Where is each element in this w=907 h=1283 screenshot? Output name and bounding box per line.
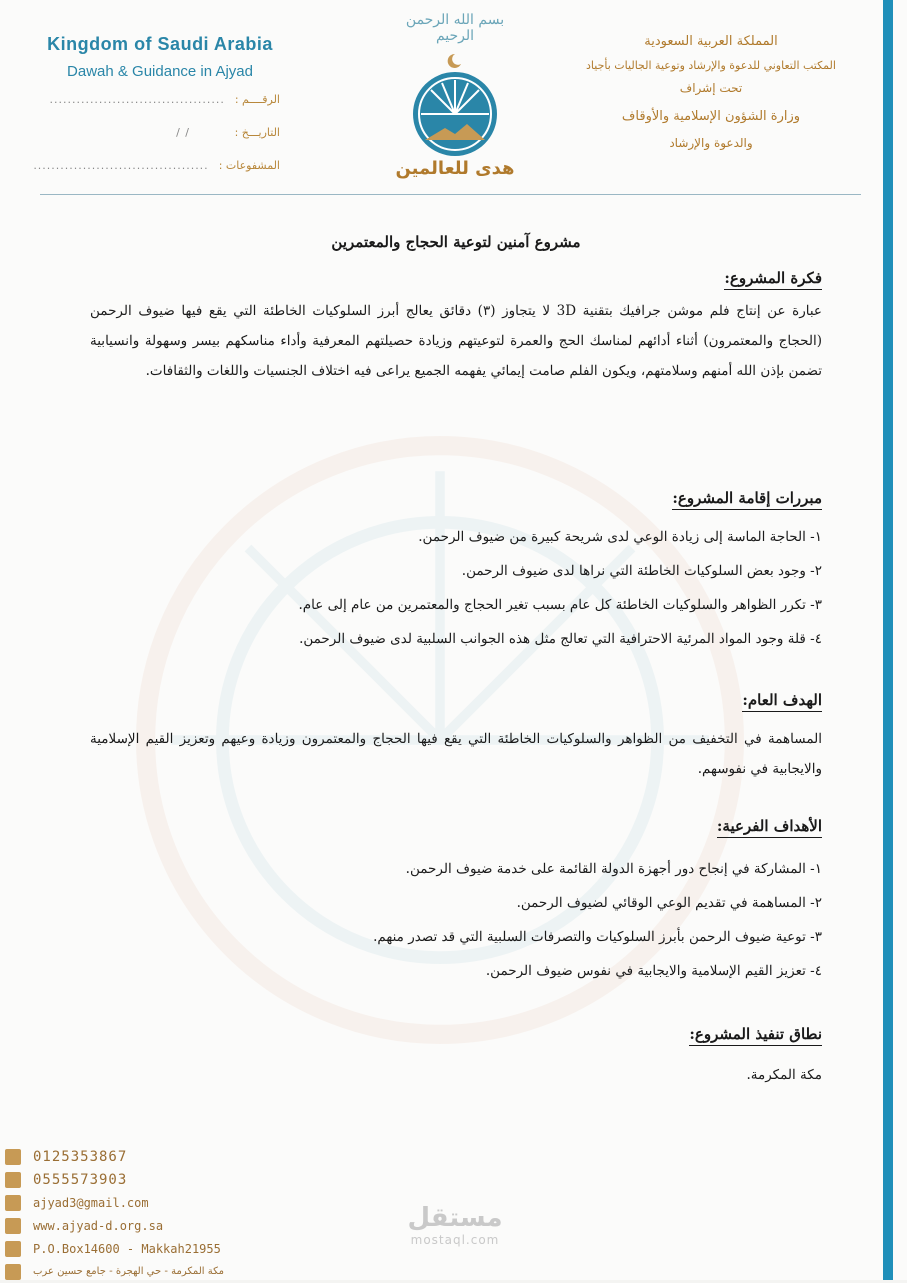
logo (335, 10, 575, 190)
sub-goals-heading: الأهداف الفرعية: (717, 817, 822, 838)
idea-heading: فكرة المشروع: (724, 269, 822, 290)
general-goal-heading: الهدف العام: (742, 691, 822, 712)
ministry-subtitle: والدعوة والإرشاد (669, 136, 753, 150)
list-item: ٢- المساهمة في تقديم الوعي الوقائي لضيوف الرحمن. (516, 895, 822, 911)
section-justifications (90, 488, 822, 656)
office-name-ar: المكتب التعاوني للدعوة والإرشاد وتوعية الجاليات بأجياد (586, 59, 836, 72)
scope-text: مكة المكرمة. (746, 1067, 822, 1083)
logo-emblem-icon (405, 50, 505, 160)
pobox-text: P.O.Box14600 - Makkah21955 (33, 1241, 221, 1256)
footer-website (5, 1214, 265, 1237)
footer-pobox (5, 1237, 265, 1260)
email-text: ajyad3@gmail.com (33, 1195, 149, 1210)
reference-fields (33, 93, 280, 192)
phone-icon (5, 1149, 21, 1165)
scope-heading: نطاق تنفيذ المشروع: (689, 1025, 822, 1046)
website-text: www.ajyad-d.org.sa (33, 1218, 164, 1233)
justifications-list (90, 520, 822, 656)
ministry-name: وزارة الشؤون الإسلامية والأوقاف (621, 109, 801, 124)
list-item: ٤- تعزيز القيم الإسلامية والايجابية في نفوس ضيوف الرحمن. (485, 963, 822, 979)
field-number-label: الرقــــم : (234, 93, 280, 106)
section-sub-goals (90, 816, 822, 988)
section-general-goal (90, 690, 822, 784)
basmala-calligraphy: بسم الله الرحمن الرحيم (405, 12, 505, 44)
office-name-en: Dawah & Guidance in Ajyad (67, 63, 253, 80)
footer-phone2 (5, 1168, 265, 1191)
country-name-en: Kingdom of Saudi Arabia (47, 34, 273, 54)
sub-goals-list (90, 852, 822, 988)
list-item: ٣- تكرر الظواهر والسلوكيات الخاطئة كل عام بسبب تغير الحجاج والمعتمرين من عام إلى عام. (298, 597, 822, 613)
list-item: ٢- وجود بعض السلوكيات الخاطئة التي نراها لدى ضيوف الرحمن. (461, 563, 822, 579)
country-name-ar: المملكة العربية السعودية (644, 34, 778, 49)
section-scope (90, 1024, 822, 1090)
field-date (50, 126, 280, 159)
document-title: مشروع آمنين لتوعية الحجاج والمعتمرين (331, 233, 581, 251)
mostaql-watermark (395, 1203, 515, 1247)
field-date-value: / / (176, 126, 190, 139)
footer-email (5, 1191, 265, 1214)
field-attachments (33, 159, 280, 192)
arabic-header (561, 34, 861, 150)
supervision-label: تحت إشراف (679, 81, 743, 95)
list-item: ١- الحاجة الماسة إلى زيادة الوعي لدى شريحة كبيرة من ضيوف الرحمن. (418, 529, 822, 545)
field-attachments-label: المشفوعات : (218, 159, 280, 172)
globe-icon (5, 1218, 21, 1234)
header-divider (40, 194, 861, 195)
section-idea (90, 268, 822, 386)
list-item: ١- المشاركة في إنجاح دور أجهزة الدولة القائمة على خدمة ضيوف الرحمن. (405, 861, 822, 877)
field-attachments-value: ....................................... (33, 159, 209, 172)
field-number-value: ....................................... (49, 93, 225, 106)
english-header (40, 34, 280, 80)
location-icon (5, 1264, 21, 1280)
idea-text: عبارة عن إنتاج فلم موشن جرافيك بتقنية 3D لا يتجاوز (٣) دقائق يعالج أبرز السلوكيات الخاطئة التي يقع فيها ضيوف الرحمن (الحجاج والمعتمرون) أثناء أدائهم لمناسك الحج والعمرة لتوعيتهم وزيادة حصيلتهم المعرفية وأداء مناسكهم بيسر وسهولة وانسيابية تضمن بإذن الله أمنهم وسلامتهم، ويكون الفلم صامت إيمائي يفهمه الجميع يراعى فيه اختلاف الجنسيات واللغات والثقافات. (90, 303, 822, 379)
justifications-heading: مبررات إقامة المشروع: (672, 489, 822, 510)
logo-brand-text: هدى للعالمين (395, 158, 515, 179)
watermark-domain: mostaql.com (410, 1233, 500, 1247)
list-item: ٤- قلة وجود المواد المرئية الاحترافية التي تعالج مثل هذه الجوانب السلبية لدى ضيوف الرحمن. (299, 631, 822, 647)
field-date-label: التاريـــخ : (234, 126, 280, 139)
right-accent-bar (883, 0, 893, 1280)
footer-phone1 (5, 1145, 265, 1168)
address-text: مكة المكرمة - حي الهجرة - جامع حسين عرب (33, 1266, 224, 1277)
list-item: ٣- توعية ضيوف الرحمن بأبرز السلوكيات والتصرفات السلبية التي قد تصدر منهم. (373, 929, 822, 945)
watermark-name: مستقل (407, 1203, 503, 1233)
field-number (50, 93, 280, 126)
general-goal-text: المساهمة في التخفيف من الظواهر والسلوكيات الخاطئة التي يقع فيها الحجاج والمعتمرون وزيادة وعيهم وتعزيز القيم الإسلامية والايجابية في نفوسهم. (90, 731, 822, 777)
email-icon (5, 1195, 21, 1211)
phone2-text: 0555573903 (33, 1171, 128, 1188)
mailbox-icon (5, 1241, 21, 1257)
mobile-icon (5, 1172, 21, 1188)
phone1-text: 0125353867 (33, 1148, 128, 1165)
footer-contacts (5, 1145, 265, 1283)
